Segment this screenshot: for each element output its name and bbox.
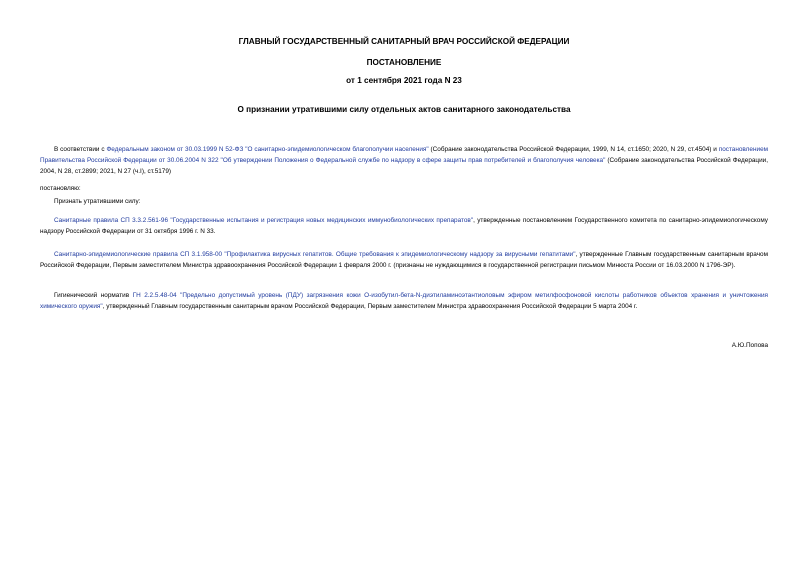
- repealed-act-item-text: , утвержденные Главным государственным санитарным врачом Российской Федерации, Первым заместителем Министра здравоохранения Российской Федерации 1 февраля 2000 г. (признаны не нуждающимися в государственной регистрации письмом Минюста России от 16.03.2000 N 1796-ЭР).: [40, 251, 768, 269]
- document-type: ПОСТАНОВЛЕНИЕ: [366, 58, 442, 67]
- repealed-act-item-text: , утвержденный Главным государственным санитарным врачом Российской Федерации, Первым заместителем Министра здравоохранения Российской Федерации 5 марта 2004 г.: [102, 303, 638, 310]
- document-title: О признании утратившими силу отдельных актов санитарного законодательства: [237, 105, 571, 114]
- repealed-act-item-prefix: Гигиенический норматив: [54, 292, 133, 299]
- repealed-act-item-text: , утвержденные постановлением Государственного комитета по санитарно-эпидемиологическому надзору Российской Федерации от 31 октября 1996 г. N 33.: [40, 217, 768, 235]
- sanitary-rules-sp-3-1-958-00-link[interactable]: Санитарно-эпидемиологические правила СП 3.1.958-00 "Профилактика вирусных гепатитов. Общие требования к эпидемиологическому надзору за вирусными гепатитами": [54, 251, 576, 258]
- hygienic-standard-gn-2-2-5-48-04-link[interactable]: ГН 2.2.5.48-04 "Предельно допустимый уровень (ПДУ) загрязнения кожи О-изобутил-бета-N-диэтиламиноэтантиоловым эфиром метилфосфоновой кислоты работников объектов хранения и уничтожения химического оружия": [40, 292, 768, 310]
- signature: А.Ю.Попова: [731, 342, 768, 349]
- intro-text-2: (Собрание законодательства Российской Федерации, 1999, N 14, ст.1650; 2020, N 29, ст.4504) и: [428, 146, 719, 153]
- intro-text-3: (Собрание законодательства Российской Федерации, 2004, N 28, ст.2899; 2021, N 27 (ч.I), ст.5179): [40, 157, 768, 175]
- intro-text-1: В соответствии с: [54, 146, 107, 153]
- issuing-authority: ГЛАВНЫЙ ГОСУДАРСТВЕННЫЙ САНИТАРНЫЙ ВРАЧ РОССИЙСКОЙ ФЕДЕРАЦИИ: [238, 37, 570, 46]
- declare-label: Признать утратившими силу:: [54, 198, 141, 205]
- intro-paragraph: [40, 144, 768, 177]
- document-date-number: от 1 сентября 2021 года N 23: [346, 76, 462, 85]
- repealed-act-item: [40, 290, 768, 312]
- federal-law-link[interactable]: Федеральным законом от 30.03.1999 N 52-ФЗ "О санитарно-эпидемиологическом благополучии населения": [106, 146, 429, 153]
- sanitary-rules-sp-3-3-2-561-96-link[interactable]: Санитарные правила СП 3.3.2.561-96 "Государственные испытания и регистрация новых медицинских иммунобиологических препаратов": [54, 217, 474, 224]
- repealed-act-item: [40, 249, 768, 271]
- repealed-act-item: [40, 215, 768, 237]
- resolve-label: постановляю:: [40, 185, 81, 192]
- government-resolution-link[interactable]: постановлением Правительства Российской Федерации от 30.06.2004 N 322 "Об утверждении Положения о Федеральной службе по надзору в сфере защиты прав потребителей и благополучия человека": [40, 146, 769, 164]
